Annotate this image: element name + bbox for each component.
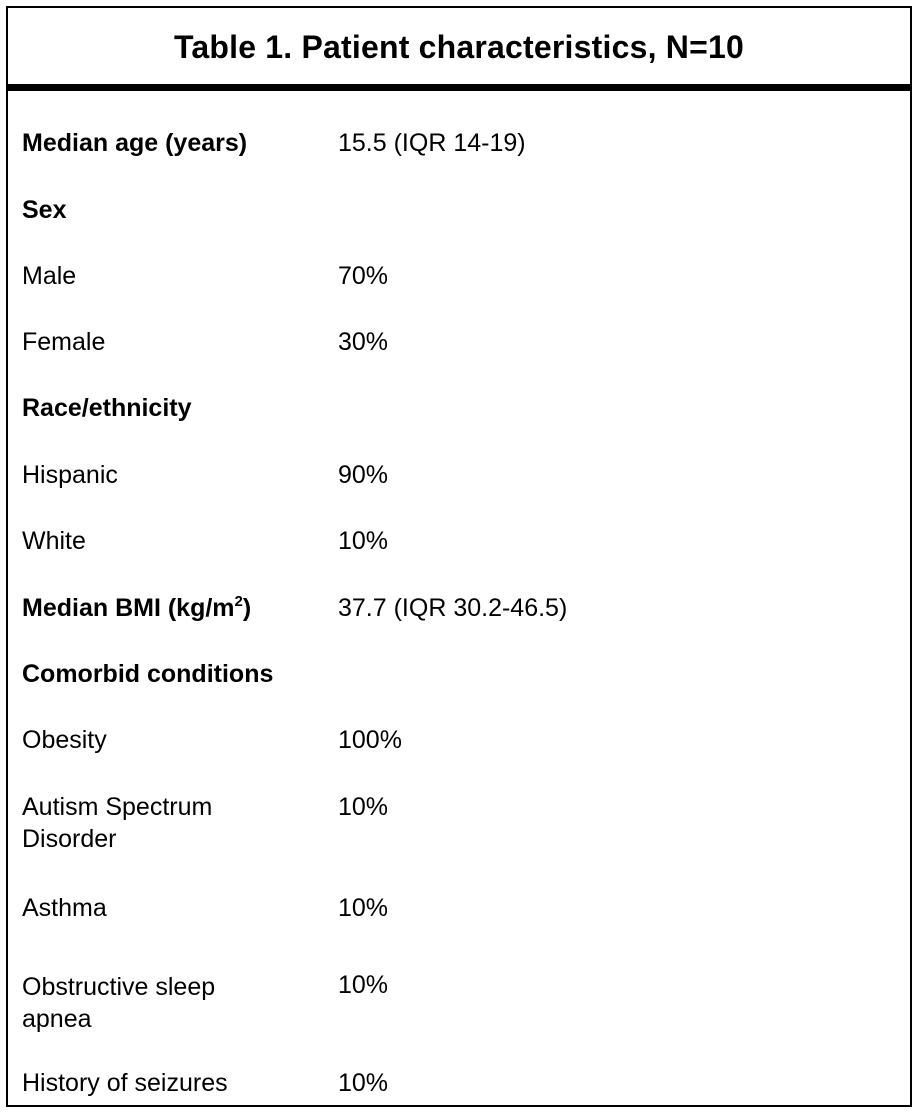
row-value-white: 10% (338, 527, 389, 555)
row-value-asthma: 10% (338, 894, 389, 922)
autism-label-line2: Disorder (22, 825, 117, 853)
row-value-autism-spectrum-disorder: 10% (338, 793, 389, 821)
row-label-median-age: Median age (years) (22, 129, 248, 157)
table-title-row (8, 8, 910, 91)
row-label-autism-spectrum-disorder (22, 791, 312, 855)
row-label-median-bmi (22, 592, 312, 624)
row-value-median-bmi: 37.7 (IQR 30.2-46.5) (338, 594, 568, 622)
row-value-hispanic: 90% (338, 461, 389, 489)
bmi-label-superscript: 2 (234, 593, 243, 610)
row-label-asthma: Asthma (22, 894, 107, 922)
bmi-label-main: Median BMI (kg/m (22, 594, 235, 622)
row-value-obstructive-sleep-apnea: 10% (338, 971, 389, 999)
row-label-sex: Sex (22, 196, 67, 224)
row-label-obstructive-sleep-apnea (22, 971, 312, 1035)
row-label-male: Male (22, 262, 77, 290)
osa-label-line1: Obstructive sleep (22, 973, 216, 1001)
osa-label-line2: apnea (22, 1005, 92, 1033)
row-value-female: 30% (338, 328, 389, 356)
row-label-white: White (22, 527, 86, 555)
row-label-female: Female (22, 328, 106, 356)
table-title: Table 1. Patient characteristics, N=10 (174, 28, 744, 65)
row-value-male: 70% (338, 262, 389, 290)
autism-label-line1: Autism Spectrum (22, 793, 213, 821)
row-value-obesity: 100% (338, 726, 402, 754)
row-label-hispanic: Hispanic (22, 461, 118, 489)
bmi-label-end: ) (242, 594, 252, 622)
row-value-median-age: 15.5 (IQR 14-19) (338, 129, 526, 157)
row-value-history-of-seizures: 10% (338, 1069, 389, 1097)
row-label-race-ethnicity: Race/ethnicity (22, 394, 192, 422)
row-label-history-of-seizures: History of seizures (22, 1069, 228, 1097)
row-label-comorbid-conditions: Comorbid conditions (22, 660, 274, 688)
patient-characteristics-table (6, 6, 912, 1107)
row-label-obesity: Obesity (22, 726, 107, 754)
